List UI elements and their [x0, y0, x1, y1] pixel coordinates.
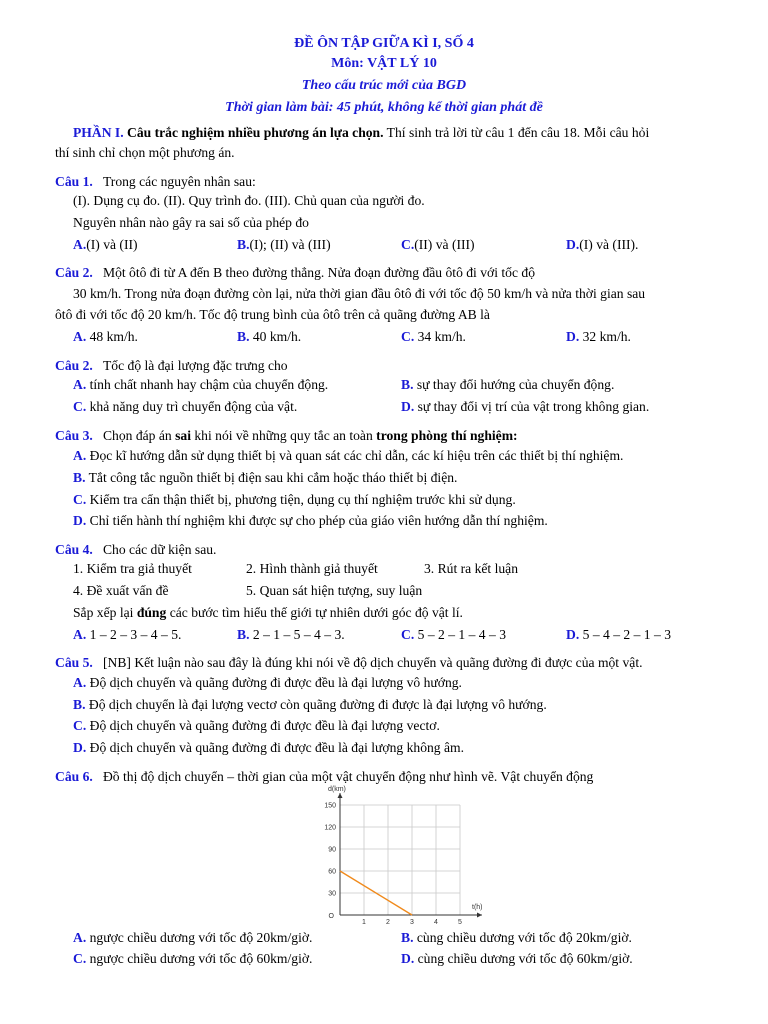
- displacement-time-chart: [310, 783, 496, 925]
- y-tick-label: 60: [328, 868, 336, 876]
- q3-option-a[interactable]: [73, 447, 623, 464]
- option-text: 5 – 2 – 1 – 4 – 3: [417, 627, 506, 642]
- option-text: Độ dịch chuyển và quãng đường đi được đều là đại lượng vectơ.: [89, 718, 440, 733]
- part1-title: Câu trắc nghiệm nhiều phương án lựa chọn.: [127, 125, 384, 140]
- q2b-option-c[interactable]: [73, 398, 297, 415]
- q2-option-d[interactable]: [566, 328, 631, 345]
- option-letter: D.: [566, 329, 580, 344]
- option-letter: C.: [401, 627, 415, 642]
- q3-stem: Chọn đáp án: [102, 428, 176, 443]
- option-letter: D.: [73, 513, 87, 528]
- q6-stem: Đồ thị độ dịch chuyển – thời gian của một vật chuyển động như hình vẽ. Vật chuyển động: [102, 769, 594, 784]
- option-letter: D.: [401, 399, 415, 414]
- exam-subject: Môn: VẬT LÝ 10: [331, 56, 437, 71]
- q1-option-a[interactable]: [73, 236, 138, 253]
- q4-stem-line: [55, 541, 216, 558]
- part1-text2: thí sinh chỉ chọn một phương án.: [55, 145, 235, 160]
- q1-option-d[interactable]: [566, 236, 638, 253]
- q4-item-4: 4. Đề xuất vấn đề: [73, 583, 169, 598]
- q2-number: Câu 2.: [55, 265, 93, 280]
- q4-ask-emph: đúng: [136, 605, 167, 620]
- y-axis-label: d(km): [328, 786, 346, 793]
- option-letter: C.: [73, 492, 87, 507]
- q2b-option-d[interactable]: [401, 398, 649, 415]
- q5-option-c[interactable]: [73, 717, 440, 734]
- q4-ask-text: Sắp xếp lại: [73, 605, 137, 620]
- q5-stem-line: [55, 654, 643, 671]
- q2b-stem: Tốc độ là đại lượng đặc trưng cho: [102, 358, 288, 373]
- q2-line2: 30 km/h. Trong nửa đoạn đường còn lại, nửa thời gian đầu ôtô đi với tốc độ 50 km/h và nửa thời gian sau: [73, 286, 646, 301]
- q4-number: Câu 4.: [55, 542, 93, 557]
- q1-stem: Trong các nguyên nhân sau:: [102, 174, 256, 189]
- option-letter: B.: [237, 627, 250, 642]
- option-letter: D.: [401, 951, 415, 966]
- option-text: cùng chiều dương với tốc độ 20km/giờ.: [416, 930, 632, 945]
- q5-stem: [NB] Kết luận nào sau đây là đúng khi nói về độ dịch chuyển và quãng đường đi được của một vật.: [102, 655, 643, 670]
- origin-label: O: [328, 913, 334, 920]
- q5-number: Câu 5.: [55, 655, 93, 670]
- option-text: 5 – 4 – 2 – 1 – 3: [582, 627, 671, 642]
- option-letter: C.: [401, 329, 415, 344]
- q3-stem-line: [55, 427, 518, 444]
- q3-stem-emph: sai: [175, 428, 191, 443]
- option-letter: D.: [566, 627, 580, 642]
- exam-title: ĐỀ ÔN TẬP GIỮA KÌ I, SỐ 4: [294, 36, 474, 51]
- y-tick-label: 120: [324, 824, 336, 832]
- x-tick-label: 2: [386, 919, 390, 925]
- part1-intro: [73, 124, 649, 141]
- x-tick-label: 1: [362, 919, 366, 925]
- q4-ask: [73, 604, 463, 621]
- q6-number: Câu 6.: [55, 769, 93, 784]
- q6-option-d[interactable]: [401, 950, 633, 967]
- option-text: (II) và (III): [414, 237, 475, 252]
- option-text: 32 km/h.: [582, 329, 631, 344]
- q6-option-c[interactable]: [73, 950, 312, 967]
- option-text: 1 – 2 – 3 – 4 – 5.: [89, 627, 182, 642]
- q1-line3: Nguyên nhân nào gây ra sai số của phép đo: [73, 215, 309, 230]
- q5-option-a[interactable]: [73, 674, 462, 691]
- q1-option-b[interactable]: [237, 236, 331, 253]
- option-letter: B.: [237, 329, 250, 344]
- option-text: Độ dịch chuyển là đại lượng vectơ còn quãng đường đi được là đại lượng vô hướng.: [88, 697, 547, 712]
- option-text: 2 – 1 – 5 – 4 – 3.: [252, 627, 345, 642]
- q5-option-b[interactable]: [73, 696, 547, 713]
- option-letter: A.: [73, 237, 87, 252]
- option-text: Độ dịch chuyển và quãng đường đi được đều là đại lượng không âm.: [89, 740, 464, 755]
- option-letter: B.: [73, 470, 86, 485]
- option-letter: C.: [73, 951, 87, 966]
- option-letter: A.: [73, 930, 87, 945]
- q2b-option-a[interactable]: [73, 376, 328, 393]
- q4-option-b[interactable]: [237, 626, 345, 643]
- option-letter: C.: [73, 718, 87, 733]
- option-text: sự thay đổi hướng của chuyển động.: [416, 377, 615, 392]
- option-letter: B.: [401, 377, 414, 392]
- option-text: Kiểm tra cẩn thận thiết bị, phương tiện, dụng cụ thí nghiệm trước khi sử dụng.: [89, 492, 516, 507]
- option-letter: D.: [566, 237, 580, 252]
- option-text: 48 km/h.: [89, 329, 138, 344]
- option-text: Đọc kĩ hướng dẫn sử dụng thiết bị và quan sát các chỉ dẫn, các kí hiệu trên các thiết bị thí nghiệm.: [89, 448, 624, 463]
- q1-line2: (I). Dụng cụ đo. (II). Quy trình đo. (III). Chủ quan của người đo.: [73, 193, 425, 208]
- q6-option-b[interactable]: [401, 929, 632, 946]
- option-text: Chỉ tiến hành thí nghiệm khi được sự cho phép của giáo viên hướng dẫn thí nghiệm.: [89, 513, 548, 528]
- option-text: khả năng duy trì chuyển động của vật.: [89, 399, 298, 414]
- option-letter: A.: [73, 627, 87, 642]
- option-text: ngược chiều dương với tốc độ 60km/giờ.: [89, 951, 313, 966]
- option-letter: B.: [237, 237, 250, 252]
- option-text: tính chất nhanh hay chậm của chuyển động.: [89, 377, 329, 392]
- q1-number: Câu 1.: [55, 174, 93, 189]
- q3-stem-cont: khi nói về những quy tắc an toàn: [190, 428, 377, 443]
- q3-number: Câu 3.: [55, 428, 93, 443]
- y-tick-label: 30: [328, 890, 336, 898]
- q2-stem: Một ôtô đi từ A đến B theo đường thẳng. Nửa đoạn đường đầu ôtô đi với tốc độ: [102, 265, 535, 280]
- q2-option-a[interactable]: [73, 328, 138, 345]
- q4-stem: Cho các dữ kiện sau.: [102, 542, 217, 557]
- q1-option-c[interactable]: [401, 236, 475, 253]
- q4-option-a[interactable]: [73, 626, 181, 643]
- option-text: Tắt công tắc nguồn thiết bị điện sau khi cắm hoặc tháo thiết bị điện.: [88, 470, 458, 485]
- q2-option-b[interactable]: [237, 328, 301, 345]
- q2-line3: ôtô đi với tốc độ 20 km/h. Tốc độ trung bình của ôtô trên cả quãng đường AB là: [55, 307, 490, 322]
- q3-option-c[interactable]: [73, 491, 516, 508]
- q3-option-b[interactable]: [73, 469, 457, 486]
- q6-option-a[interactable]: [73, 929, 312, 946]
- option-text: cùng chiều dương với tốc độ 60km/giờ.: [417, 951, 633, 966]
- option-text: (I) và (II): [86, 237, 138, 252]
- q4-item-3: 3. Rút ra kết luận: [424, 561, 519, 576]
- x-axis-arrow: [477, 913, 482, 918]
- q4-item-1: 1. Kiểm tra giả thuyết: [73, 561, 192, 576]
- q4-ask-cont: các bước tìm hiểu thế giới tự nhiên dưới góc độ vật lí.: [166, 605, 463, 620]
- part1-text: Thí sinh trả lời từ câu 1 đến câu 18. Mỗi câu hỏi: [383, 125, 650, 140]
- q2b-number: Câu 2.: [55, 358, 93, 373]
- q3-option-d[interactable]: [73, 512, 548, 529]
- q2-option-c[interactable]: [401, 328, 466, 345]
- q4-item-2: 2. Hình thành giả thuyết: [246, 561, 378, 576]
- option-text: ngược chiều dương với tốc độ 20km/giờ.: [89, 930, 313, 945]
- x-tick-label: 4: [434, 919, 438, 925]
- part1-label: PHẦN I.: [73, 125, 124, 140]
- option-letter: B.: [73, 697, 86, 712]
- q2b-stem-line: [55, 357, 288, 374]
- x-tick-label: 3: [410, 919, 414, 925]
- option-letter: D.: [73, 740, 87, 755]
- q4-option-d[interactable]: [566, 626, 671, 643]
- q2b-option-b[interactable]: [401, 376, 614, 393]
- option-text: (I); (II) và (III): [249, 237, 331, 252]
- q5-option-d[interactable]: [73, 739, 464, 756]
- y-tick-label: 150: [324, 802, 336, 810]
- option-text: sự thay đổi vị trí của vật trong không gian.: [417, 399, 650, 414]
- option-text: (I) và (III).: [579, 237, 639, 252]
- y-axis-arrow: [338, 793, 343, 798]
- exam-structure: Theo cấu trúc mới của BGD: [301, 78, 467, 93]
- x-tick-label: 5: [458, 919, 462, 925]
- exam-time: Thời gian làm bài: 45 phút, không kể thời gian phát đề: [225, 100, 543, 115]
- option-text: Độ dịch chuyển và quãng đường đi được đều là đại lượng vô hướng.: [89, 675, 462, 690]
- q4-item-5: 5. Quan sát hiện tượng, suy luận: [246, 583, 423, 598]
- q4-option-c[interactable]: [401, 626, 506, 643]
- option-letter: C.: [73, 399, 87, 414]
- x-axis-label: t(h): [472, 904, 483, 911]
- option-letter: B.: [401, 930, 414, 945]
- q2-stem-line: [55, 264, 535, 281]
- option-text: 40 km/h.: [252, 329, 302, 344]
- option-letter: A.: [73, 448, 87, 463]
- option-letter: C.: [401, 237, 415, 252]
- option-letter: A.: [73, 329, 87, 344]
- option-text: 34 km/h.: [417, 329, 466, 344]
- option-letter: A.: [73, 675, 87, 690]
- q1-stem-line: [55, 173, 256, 190]
- y-tick-label: 90: [328, 846, 336, 854]
- option-letter: A.: [73, 377, 87, 392]
- q3-stem-emph2: trong phòng thí nghiệm:: [376, 428, 518, 443]
